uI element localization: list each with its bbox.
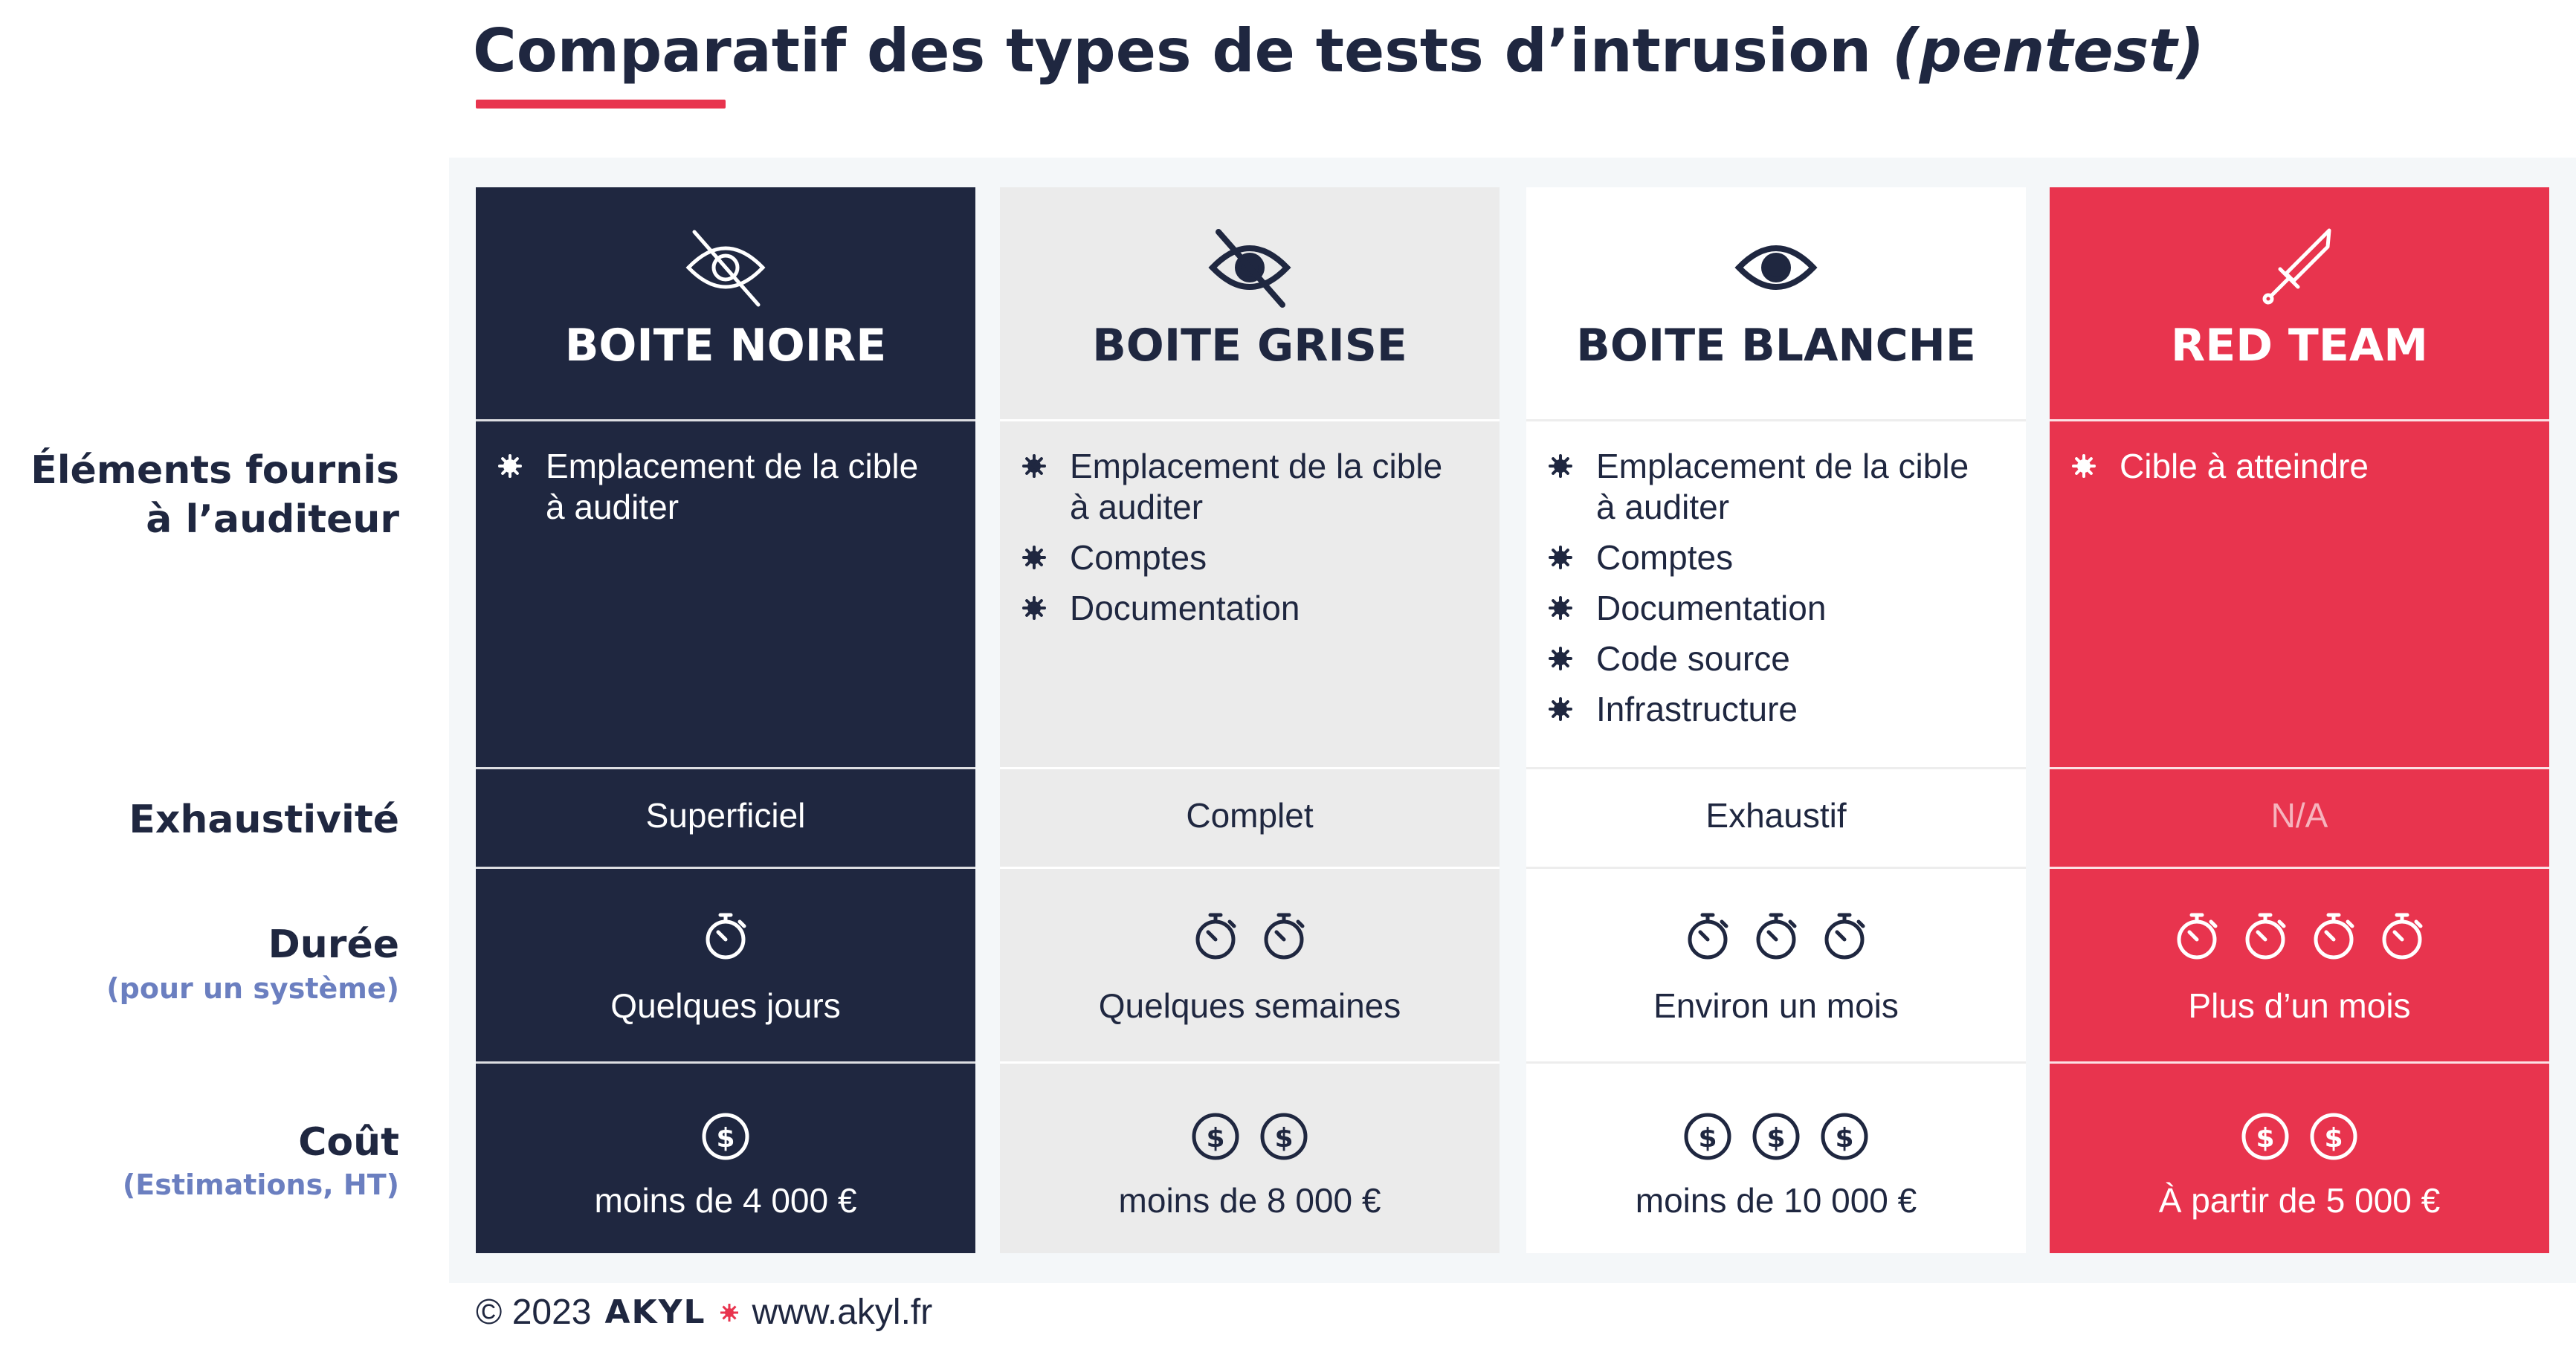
bullet-icon <box>1021 453 1047 479</box>
column-title: BOITE BLANCHE <box>1576 320 1976 372</box>
bullet-icon <box>497 453 523 479</box>
column-boite-blanche <box>1526 187 2026 1253</box>
row-separator <box>1000 1061 1500 1064</box>
dollar-coin-icon <box>2238 1109 2293 1164</box>
stopwatch-icon <box>1256 908 1311 963</box>
list-item-text: Documentation <box>1596 589 1827 627</box>
stopwatch-icon <box>1749 908 1804 963</box>
row-label-cout: Coût <box>298 1120 399 1165</box>
list-item <box>2050 446 2549 487</box>
exhaustivite-value: Complet <box>1186 796 1314 835</box>
title-underline <box>476 100 726 109</box>
duration-value: Environ un mois <box>1653 986 1899 1025</box>
row-sublabel-cout: (Estimations, HT) <box>122 1168 399 1201</box>
dollar-coin-icon <box>2306 1109 2361 1164</box>
duration-icons <box>2050 908 2549 963</box>
list-item <box>1526 638 2026 679</box>
stopwatch-icon <box>1680 908 1735 963</box>
list-item <box>1526 537 2026 578</box>
list-item <box>1000 588 1500 629</box>
exhaustivite-value: Exhaustif <box>1705 796 1847 835</box>
sword-icon <box>2050 223 2549 312</box>
list-item <box>1526 446 2026 528</box>
bullet-icon <box>1547 544 1574 571</box>
list-item <box>1526 588 2026 629</box>
duration-value: Quelques jours <box>610 986 841 1025</box>
svg-text:$: $ <box>1274 1123 1294 1154</box>
duration-value: Plus d’un mois <box>2188 986 2411 1025</box>
bullet-icon <box>1021 595 1047 621</box>
list-item <box>1000 446 1500 528</box>
duration-icons <box>476 908 975 963</box>
list-item-text: Emplacement de la cible à auditer <box>1070 447 1443 526</box>
row-separator <box>1526 767 2026 769</box>
row-label-duree: Durée <box>268 922 399 967</box>
footer-url[interactable]: www.akyl.fr <box>752 1293 933 1332</box>
row-separator <box>1000 419 1500 421</box>
bullet-icon <box>2070 453 2097 479</box>
stopwatch-icon <box>2375 908 2430 963</box>
list-item-text: Emplacement de la cible à auditer <box>1596 447 1969 526</box>
duration-value: Quelques semaines <box>1098 986 1401 1025</box>
dollar-coin-icon <box>698 1109 753 1164</box>
list-item-text: Code source <box>1596 639 1790 678</box>
list-item-text: Comptes <box>1596 538 1734 577</box>
list-item <box>476 446 975 528</box>
title-main: Comparatif des types de tests d’intrusion <box>473 16 1872 85</box>
stopwatch-icon <box>1188 908 1243 963</box>
page-title <box>473 16 2204 85</box>
cost-icons <box>1526 1109 2026 1164</box>
row-separator <box>2050 767 2549 769</box>
asterisk-icon <box>720 1303 739 1322</box>
row-separator <box>476 867 975 869</box>
svg-text:$: $ <box>1766 1123 1786 1154</box>
stopwatch-icon <box>2169 908 2224 963</box>
stopwatch-icon <box>2238 908 2293 963</box>
footer <box>476 1292 932 1333</box>
row-label-elements-2: à l’auditeur <box>146 497 399 542</box>
row-separator <box>2050 867 2549 869</box>
title-emphasis: (pentest) <box>1892 16 2205 85</box>
column-boite-noire <box>476 187 975 1253</box>
column-boite-grise <box>1000 187 1500 1253</box>
bullet-icon <box>1547 696 1574 722</box>
duration-icons <box>1000 908 1500 963</box>
row-separator <box>476 419 975 421</box>
column-title: BOITE GRISE <box>1092 320 1407 372</box>
row-separator <box>1526 419 2026 421</box>
exhaustivite-value: N/A <box>2270 796 2328 835</box>
provided-items-list <box>2050 446 2549 497</box>
column-title: RED TEAM <box>2171 320 2428 372</box>
row-separator <box>476 1061 975 1064</box>
list-item-text: Infrastructure <box>1596 690 1798 728</box>
stopwatch-icon <box>698 908 753 963</box>
svg-text:$: $ <box>2324 1123 2343 1154</box>
row-separator <box>1000 767 1500 769</box>
bullet-icon <box>1021 544 1047 571</box>
svg-text:$: $ <box>1698 1123 1717 1154</box>
provided-items-list <box>1000 446 1500 638</box>
cost-icons <box>2050 1109 2549 1164</box>
row-separator <box>1000 867 1500 869</box>
cost-icons <box>1000 1109 1500 1164</box>
dollar-coin-icon <box>1256 1109 1311 1164</box>
dollar-coin-icon <box>1188 1109 1243 1164</box>
footer-brand-logo: AKYL <box>604 1293 706 1331</box>
row-separator <box>1526 1061 2026 1064</box>
row-label-elements-1: Éléments fournis <box>30 448 399 493</box>
cost-icons <box>476 1109 975 1164</box>
list-item-text: Documentation <box>1070 589 1300 627</box>
svg-text:$: $ <box>1206 1123 1225 1154</box>
footer-copyright: © 2023 <box>476 1293 592 1332</box>
dollar-coin-icon <box>1680 1109 1735 1164</box>
row-separator <box>2050 1061 2549 1064</box>
dollar-coin-icon <box>1817 1109 1872 1164</box>
row-separator <box>1526 867 2026 869</box>
row-sublabel-duree: (pour un système) <box>106 972 399 1005</box>
eye-slash-thin-icon <box>476 223 975 312</box>
duration-icons <box>1526 908 2026 963</box>
provided-items-list <box>476 446 975 537</box>
eye-icon <box>1526 223 2026 312</box>
bullet-icon <box>1547 453 1574 479</box>
list-item <box>1526 689 2026 730</box>
list-item <box>1000 537 1500 578</box>
row-label-exhaustivite: Exhaustivité <box>129 798 399 842</box>
cost-value: moins de 8 000 € <box>1118 1181 1381 1220</box>
exhaustivite-value: Superficiel <box>645 796 806 835</box>
list-item-text: Cible à atteindre <box>2120 447 2369 485</box>
stopwatch-icon <box>1817 908 1872 963</box>
eye-slash-icon <box>1000 223 1500 312</box>
column-title: BOITE NOIRE <box>564 320 887 372</box>
cost-value: moins de 10 000 € <box>1635 1181 1917 1220</box>
bullet-icon <box>1547 595 1574 621</box>
provided-items-list <box>1526 446 2026 740</box>
list-item-text: Emplacement de la cible à auditer <box>546 447 919 526</box>
bullet-icon <box>1547 645 1574 672</box>
list-item-text: Comptes <box>1070 538 1207 577</box>
stopwatch-icon <box>2306 908 2361 963</box>
cost-value: À partir de 5 000 € <box>2158 1181 2441 1220</box>
cost-value: moins de 4 000 € <box>594 1181 857 1220</box>
column-red-team <box>2050 187 2549 1253</box>
row-separator <box>476 767 975 769</box>
svg-text:$: $ <box>2256 1123 2275 1154</box>
row-separator <box>2050 419 2549 421</box>
dollar-coin-icon <box>1749 1109 1804 1164</box>
svg-text:$: $ <box>1835 1123 1854 1154</box>
svg-text:$: $ <box>716 1123 735 1154</box>
